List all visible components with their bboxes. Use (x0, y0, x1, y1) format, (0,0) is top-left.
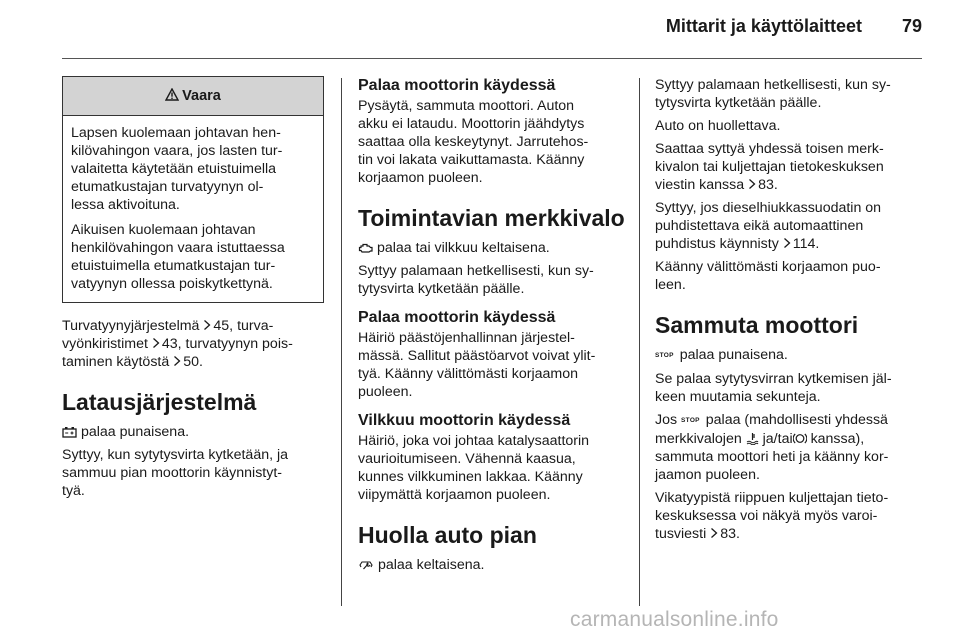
text-line: Häiriö päästöjenhallinnan järjestel- (358, 330, 575, 346)
inline-text: ja/tai (762, 431, 793, 447)
text-line: keskuksessa voi näkyä myös varoi- (655, 508, 878, 524)
text-line: Vikatyypistä riippuen kuljettajan tieto- (655, 490, 889, 506)
text-line: Pysäytä, sammuta moottori. Auton (358, 98, 575, 114)
page-ref-link[interactable]: 50. (183, 354, 203, 370)
inline-text: kanssa), (810, 431, 865, 447)
text-line (655, 176, 923, 194)
text-line: puoleen. (358, 384, 413, 400)
page-ref-icon (783, 237, 791, 249)
text-line (655, 411, 923, 430)
text-line: jaamon puoleen. (655, 467, 760, 483)
paragraph (655, 370, 923, 406)
stop-icon: STOP (655, 352, 674, 359)
text-line: korjaamon puoleen. (358, 170, 483, 186)
text-line: valaitetta käytetään etuistuimella (71, 161, 277, 177)
lead-text: palaa punaisena. (80, 424, 190, 440)
paragraph (358, 262, 626, 298)
lead-text: palaa keltaisena. (377, 557, 485, 573)
column-divider (639, 78, 640, 606)
warning-heading-text: Vaara (182, 88, 221, 104)
text-line: vaurioitumiseen. Vähennä kaasua, (358, 451, 576, 467)
text-line: Saattaa syttyä yhdessä toisen merk- (655, 141, 884, 157)
section-heading: Huolla auto pian (358, 522, 537, 548)
text-line: Lapsen kuolemaan johtavan hen- (71, 125, 281, 141)
page-ref-icon (748, 178, 756, 190)
section-lead (62, 423, 324, 441)
warning-box (62, 76, 324, 303)
text-line: Syttyy, kun sytytysvirta kytketään, ja (62, 447, 289, 463)
text-line: Häiriö, joka voi johtaa katalysaattorin (358, 433, 590, 449)
warning-heading (63, 77, 323, 116)
section-heading: Latausjärjestelmä (62, 389, 257, 415)
paragraph (358, 329, 626, 401)
text-line: saattaa olla keskeytynyt. Jarrutehos- (358, 134, 589, 150)
paragraph (358, 432, 626, 504)
text-line: tytysvirta kytketään päälle. (358, 281, 525, 297)
page-ref-icon (710, 527, 718, 539)
text-line: kunnes vilkkuminen lakkaa. Käänny (358, 469, 583, 485)
text-line: akku ei lataudu. Moottorin jäähdytys (358, 116, 585, 132)
page-ref-link[interactable]: 83. (758, 177, 778, 193)
subsection-heading: Palaa moottorin käydessä (358, 77, 556, 94)
text-line (62, 335, 324, 353)
text-line (62, 317, 324, 335)
warning-body (63, 116, 323, 302)
column-3 (655, 76, 923, 548)
brake-warning-icon (793, 432, 807, 445)
paragraph (655, 489, 923, 543)
ref-text: vyönkiristimet (62, 336, 148, 352)
text-line: kilövahingon vaara, jos lasten tur- (71, 143, 283, 159)
text-line: viipymättä korjaamon puoleen. (358, 487, 551, 503)
text-line: Käänny välittömästi korjaamon puo- (655, 259, 881, 275)
inline-text: Jos (655, 412, 678, 428)
subsection-heading: Palaa moottorin käydessä (358, 309, 556, 326)
section-heading: Toimintavian merkkivalo (358, 205, 625, 231)
watermark: carmanualsonline.info (570, 608, 779, 631)
text-line: tin voi lakata vaikuttamasta. Käänny (358, 152, 585, 168)
text-line: puhdistettava eikä automaattinen (655, 218, 864, 234)
stop-icon: STOP (681, 417, 700, 424)
page-ref-link[interactable]: 45, turva- (213, 318, 274, 334)
battery-icon (62, 426, 77, 438)
coolant-temperature-icon (746, 432, 759, 445)
lead-text: palaa tai vilkkuu keltaisena. (376, 240, 550, 256)
text-line: Syttyy palamaan hetkellisesti, kun sy- (358, 263, 594, 279)
paragraph (655, 76, 923, 112)
paragraph (655, 199, 923, 253)
page-ref-link[interactable]: 114. (792, 236, 820, 252)
section-lead (358, 556, 626, 574)
ref-text: Turvatyynyjärjestelmä (62, 318, 200, 334)
paragraph (62, 446, 324, 500)
page-ref-icon (203, 319, 211, 331)
text-line: Se palaa sytytysvirran kytkemisen jäl- (655, 371, 892, 387)
paragraph (655, 411, 923, 484)
ref-text: puhdistus käynnisty (655, 236, 779, 252)
text-line: vatyynyn ollessa poiskytkettynä. (71, 276, 273, 292)
ref-text: viestin kanssa (655, 177, 745, 193)
warning-paragraph (71, 221, 315, 293)
text-line: Syttyy palamaan hetkellisesti, kun sy- (655, 77, 891, 93)
wrench-car-icon (358, 559, 374, 571)
section-lead (655, 346, 923, 365)
warning-triangle-icon (165, 88, 179, 101)
paragraph (655, 258, 923, 294)
lead-text: palaa punaisena. (679, 347, 788, 363)
page-header (0, 16, 922, 37)
text-line (655, 525, 923, 543)
column-divider (341, 78, 342, 606)
text-line: sammuu pian moottorin käynnistyt- (62, 465, 282, 481)
text-line: keen muutamia sekunteja. (655, 389, 821, 405)
text-line: sammuta moottori heti ja käänny kor- (655, 449, 889, 465)
page-ref-link[interactable]: 83. (720, 526, 740, 542)
subsection-heading: Vilkkuu moottorin käydessä (358, 412, 571, 429)
paragraph (655, 117, 923, 135)
page-number: 79 (901, 16, 922, 36)
header-rule (62, 58, 922, 59)
warning-paragraph (71, 124, 315, 214)
text-line: tyä. (62, 483, 85, 499)
page-ref-icon (173, 355, 181, 367)
text-line (655, 430, 923, 448)
page-title: Mittarit ja käyttölaitteet (665, 16, 862, 36)
page-ref-link[interactable]: 43, turvatyynyn pois- (161, 336, 293, 352)
page-ref-icon (152, 337, 160, 349)
paragraph (358, 97, 626, 187)
ref-text: taminen käytöstä (62, 354, 170, 370)
text-line: lessa aktivoituna. (71, 197, 180, 213)
engine-icon (358, 242, 373, 254)
text-line: tyä. Käänny välittömästi korjaamon (358, 366, 579, 382)
text-line: etuistuimella etumatkustajan tur- (71, 258, 276, 274)
text-line: Syttyy, jos dieselhiukkassuodatin on (655, 200, 882, 216)
text-line (655, 235, 923, 253)
inline-text: merkkivalojen (655, 431, 742, 447)
section-heading: Sammuta moottori (655, 312, 859, 338)
text-line (62, 353, 324, 371)
ref-text: tusviesti (655, 526, 707, 542)
column-1 (62, 76, 324, 505)
text-line: etumatkustajan turvatyynyn ol- (71, 179, 264, 195)
text-line: mässä. Sallitut päästöarvot voivat ylit- (358, 348, 596, 364)
paragraph (655, 140, 923, 194)
column-2 (358, 76, 626, 579)
cross-reference-paragraph (62, 317, 324, 371)
text-line: kivalon tai kuljettajan tietokeskuksen (655, 159, 884, 175)
inline-text: palaa (mahdollisesti yhdessä (705, 412, 888, 428)
text-line: leen. (655, 277, 686, 293)
text-line: Auto on huollettava. (655, 118, 781, 134)
section-lead (358, 239, 626, 257)
text-line: tytysvirta kytketään päälle. (655, 95, 822, 111)
text-line: Aikuisen kuolemaan johtavan (71, 222, 256, 238)
text-line: henkilövahingon vaara istuttaessa (71, 240, 285, 256)
